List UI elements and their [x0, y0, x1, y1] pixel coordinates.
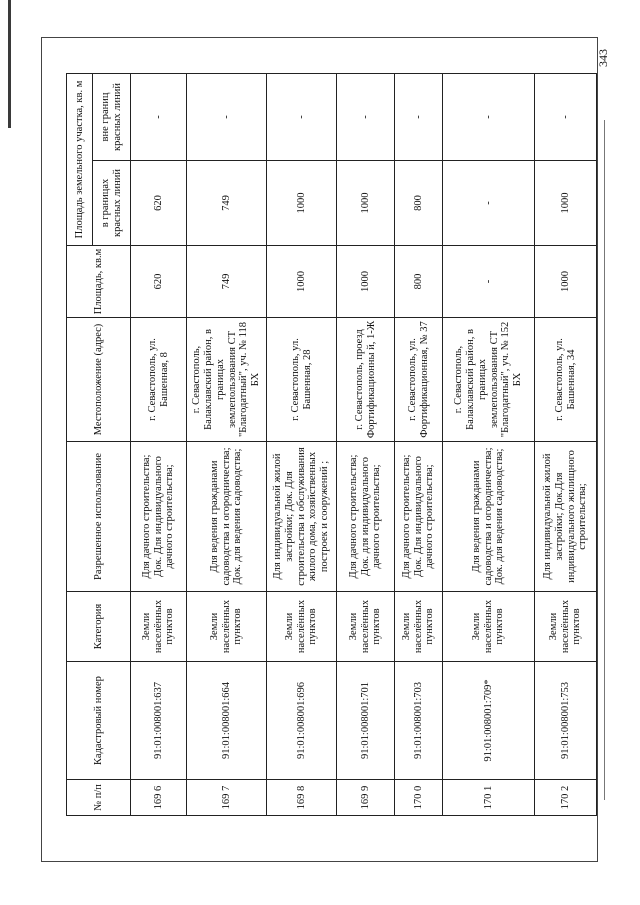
- header-category: Категория: [67, 592, 131, 662]
- cell-area: 1000: [337, 246, 395, 318]
- cell-cadastral: 91:01:008001:703: [395, 662, 443, 780]
- footer-rule: [604, 120, 605, 800]
- cell-num: 169 7: [187, 780, 267, 816]
- cell-location: г. Севастополь, проезд Фортификационны й, 1-Ж: [337, 318, 395, 442]
- cell-use: Для ведения гражданами садоводства и огородничества; Док. для ведения садоводства;: [443, 442, 535, 592]
- cell-category: Земли населённых пунктов: [131, 592, 187, 662]
- cell-inside: 749: [187, 161, 267, 246]
- cell-location: г. Севастополь, ул. Фортификационная, № 37: [395, 318, 443, 442]
- cell-cadastral: 91:01:008001:696: [267, 662, 337, 780]
- cell-outside: -: [443, 73, 535, 160]
- cell-category: Земли населённых пунктов: [443, 592, 535, 662]
- cell-location: г. Севастополь, ул. Башенная, 28: [267, 318, 337, 442]
- header-outside: вне границ красных линий: [93, 73, 131, 160]
- page-number: 343: [596, 49, 610, 67]
- cell-num: 170 2: [535, 780, 597, 816]
- cell-use: Для индивидуальной жилой застройки; Док. Для строительства и обслуживания жилого дома, хозяйственных построек и сооружений ;: [267, 442, 337, 592]
- header-row-1: [67, 73, 93, 815]
- cell-outside: -: [337, 73, 395, 160]
- cell-cadastral: 91:01:008001:637: [131, 662, 187, 780]
- cell-category: Земли населённых пунктов: [187, 592, 267, 662]
- header-cadastral: Кадастровый номер: [67, 662, 131, 780]
- table-row: [443, 73, 535, 815]
- cell-cadastral: 91:01:008001:664: [187, 662, 267, 780]
- cell-inside: 1000: [535, 161, 597, 246]
- table-row: [535, 73, 597, 815]
- cell-location: г. Севастополь, Балаклавский район, в границах землепользования СТ "Благодатный", уч. № 118 БХ: [187, 318, 267, 442]
- cell-category: Земли населённых пунктов: [267, 592, 337, 662]
- cell-use: Для дачного строительства; Док. для индивидуального дачного строительства;: [337, 442, 395, 592]
- cell-inside: 1000: [267, 161, 337, 246]
- cell-cadastral: 91:01:008001:753: [535, 662, 597, 780]
- header-use: Разрешенное использование: [67, 442, 131, 592]
- cell-outside: -: [395, 73, 443, 160]
- table-row: [131, 73, 187, 815]
- header-inside: в границах красных линий: [93, 161, 131, 246]
- cell-use: Для индивидуальной жилой застройки; Док.Для индивидуального жилищного строительства;: [535, 442, 597, 592]
- cell-num: 169 8: [267, 780, 337, 816]
- cell-outside: -: [535, 73, 597, 160]
- binding-edge: [8, 0, 11, 128]
- cell-area: 800: [395, 246, 443, 318]
- header-plot-area-group: Площадь земельного участка, кв. м: [67, 73, 93, 245]
- cell-area: 1000: [535, 246, 597, 318]
- table-row: [267, 73, 337, 815]
- cell-area: 620: [131, 246, 187, 318]
- cell-outside: -: [131, 73, 187, 160]
- cell-use: Для дачного строительства; Док. Для индивидуального дачного строительства;: [395, 442, 443, 592]
- page-number-wrap: [596, 28, 616, 88]
- cell-use: Для дачного строительства; Док. Для индивидуального дачного строительства;: [131, 442, 187, 592]
- cell-location: г. Севастополь, ул. Башенная, 34: [535, 318, 597, 442]
- table-row: [395, 73, 443, 815]
- rotated-table-container: [66, 74, 591, 816]
- cell-location: г. Севастополь, Балаклавский район, в границах землепользования СТ "Благодатный", уч. № 152 БХ: [443, 318, 535, 442]
- cell-category: Земли населённых пунктов: [395, 592, 443, 662]
- cell-cadastral: 91:01:008001:701: [337, 662, 395, 780]
- cell-cadastral: 91:01:008001:709*: [443, 662, 535, 780]
- cell-inside: 620: [131, 161, 187, 246]
- header-area: Площадь, кв.м: [67, 246, 131, 318]
- cell-category: Земли населённых пунктов: [535, 592, 597, 662]
- cell-area: -: [443, 246, 535, 318]
- cell-location: г. Севастополь, ул. Башенная, 8: [131, 318, 187, 442]
- cell-category: Земли населённых пунктов: [337, 592, 395, 662]
- cell-outside: -: [187, 73, 267, 160]
- cell-inside: -: [443, 161, 535, 246]
- land-plots-table: [66, 73, 597, 816]
- cell-outside: -: [267, 73, 337, 160]
- cell-use: Для ведения гражданами садоводства и огородничества; Док. для ведения садоводства;: [187, 442, 267, 592]
- table-row: [187, 73, 267, 815]
- header-location: Местоположение (адрес): [67, 318, 131, 442]
- cell-inside: 800: [395, 161, 443, 246]
- cell-num: 170 1: [443, 780, 535, 816]
- cell-num: 169 6: [131, 780, 187, 816]
- table-row: [337, 73, 395, 815]
- header-num: № п/п: [67, 780, 131, 816]
- cell-num: 169 9: [337, 780, 395, 816]
- cell-area: 1000: [267, 246, 337, 318]
- cell-inside: 1000: [337, 161, 395, 246]
- cell-num: 170 0: [395, 780, 443, 816]
- cell-area: 749: [187, 246, 267, 318]
